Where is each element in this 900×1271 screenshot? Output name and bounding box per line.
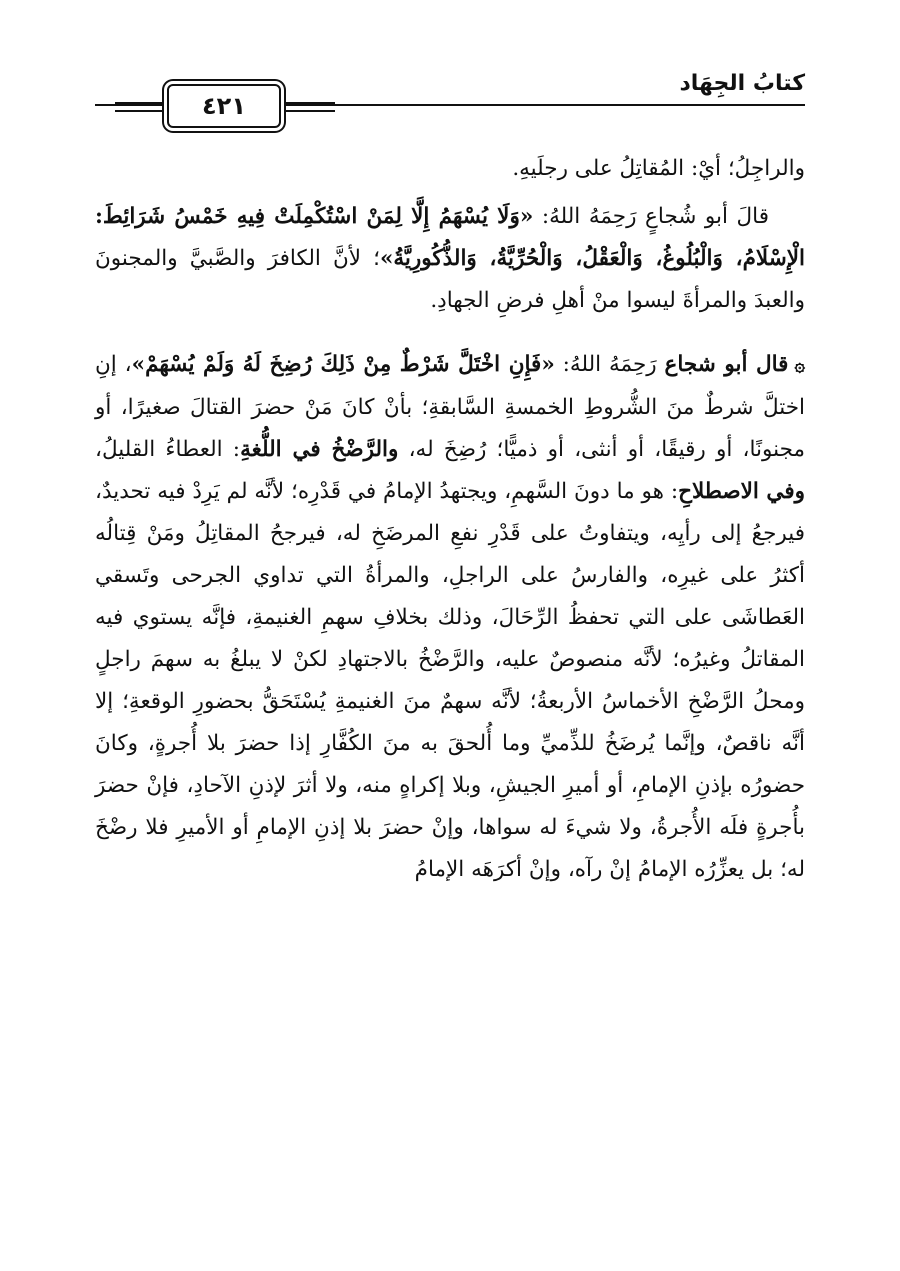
- commentary-text: : هو ما دونَ السَّهمِ، ويجتهدُ الإمامُ في قَدْرِه؛ لأنَّه لم يَرِدْ فيه تحديدٌ، فيرجعُ إلى رأيِه، ويتفاوتُ على قَدْرِ نفعِ المرضَخِ له، فيرجحُ المقاتِلُ ومَنْ قِتالُه أكثرُ على غيرِه، والفارسُ على الراجلِ، والمرأةُ التي تداوي الجرحى وتَسقي العَطاشَى على التي تحفظُ الرِّحَالَ، وذلك بخلافِ سهمِ الغنيمةِ، فإنَّه يستوي فيه المقاتلُ وغيرُه؛ لأنَّه منصوصٌ عليه، والرَّضْخُ بالاجتهادِ لكنْ لا يبلغُ به سهمَ راجلٍ ومحلُ الرَّضْخِ الأخماسُ الأربعةُ؛ لأنَّه سهمٌ منَ الغنيمةِ يُسْتَحَقُّ بحضورِ الوقعةِ؛ إلا أنَّه ناقصٌ، وإنَّما يُرضَخُ للذِّميِّ وما أُلحقَ به منَ الكُفَّارِ إذا حضرَ بلا أُجرةٍ، وكانَ حضورُه بإذنِ الإمامِ، أو أميرِ الجيشِ، وبلا إكراهٍ منه، ولا أثرَ لإذنِ الآحادِ، فإنْ حضرَ بأُجرةٍ فلَه الأُجرةُ، ولا شيءَ له سواها، وإنْ حضرَ بلا إذنِ الإمامِ أو الأميرِ فلا رضْخَ له؛ بل يعزِّرُه الإمامُ إنْ رآه، وإنْ أكرَهَه الإمامُ: [95, 479, 805, 882]
- page-body: [95, 148, 805, 891]
- term-technical: وفي الاصطلاحِ: [678, 479, 805, 504]
- author-attribution: قالَ أبو شُجاعٍ رَحِمَهُ اللهُ:: [533, 204, 770, 229]
- paragraph-3: [95, 344, 805, 891]
- page-number: ٤٢١: [202, 92, 246, 120]
- matn-quote: «وَلَا يُسْهَمُ إِلَّا لِمَنْ اسْتُكْمِلَتْ فِيهِ خَمْسُ شَرَائِطَ: الْإِسْلَامُ، وَالْبُلُوغُ، وَالْعَقْلُ، وَالْحُرِّيَّةُ، وَالذُّكُورِيَّةُ»: [95, 204, 805, 271]
- commentary-text: ، إنِ اختلَّ شرطٌ منَ الشُّروطِ الخمسةِ السَّابقةِ؛ بأنْ كانَ مَنْ حضرَ القتالَ صغيرًا، أو مجنونًا، أو رقيقًا، أو أنثى، أو ذميًّا؛ رُضِخَ له،: [95, 352, 805, 462]
- term-linguistic: والرَّضْخُ في اللُّغةِ: [240, 437, 399, 462]
- paragraph-2: [95, 196, 805, 322]
- commentary-text: ؛ لأنَّ الكافرَ والصَّبيَّ والمجنونَ والعبدَ والمرأةَ ليسوا منْ أهلِ فرضِ الجهادِ.: [95, 246, 805, 313]
- commentary-text: : العطاءُ القليلُ،: [95, 437, 241, 462]
- section-ornament-icon: ۞: [794, 355, 806, 376]
- matn-quote: «فَإِنِ اخْتَلَّ شَرْطٌ مِنْ ذَلِكَ رُضِخَ لَهُ وَلَمْ يُسْهَمْ»: [131, 352, 555, 377]
- page-number-box: [167, 84, 281, 128]
- paragraph-1-text: والراجِلُ؛ أيْ: المُقاتِلُ على رجلَيهِ.: [512, 156, 805, 181]
- paragraph-1: [95, 148, 805, 190]
- book-title: كتابُ الجِهَاد: [679, 71, 805, 96]
- page-header: [95, 62, 805, 132]
- section-heading: قال أبو شجاع: [664, 352, 789, 377]
- author-honorific: رَحِمَهُ اللهُ:: [554, 352, 665, 377]
- page-number-frame: [115, 82, 335, 130]
